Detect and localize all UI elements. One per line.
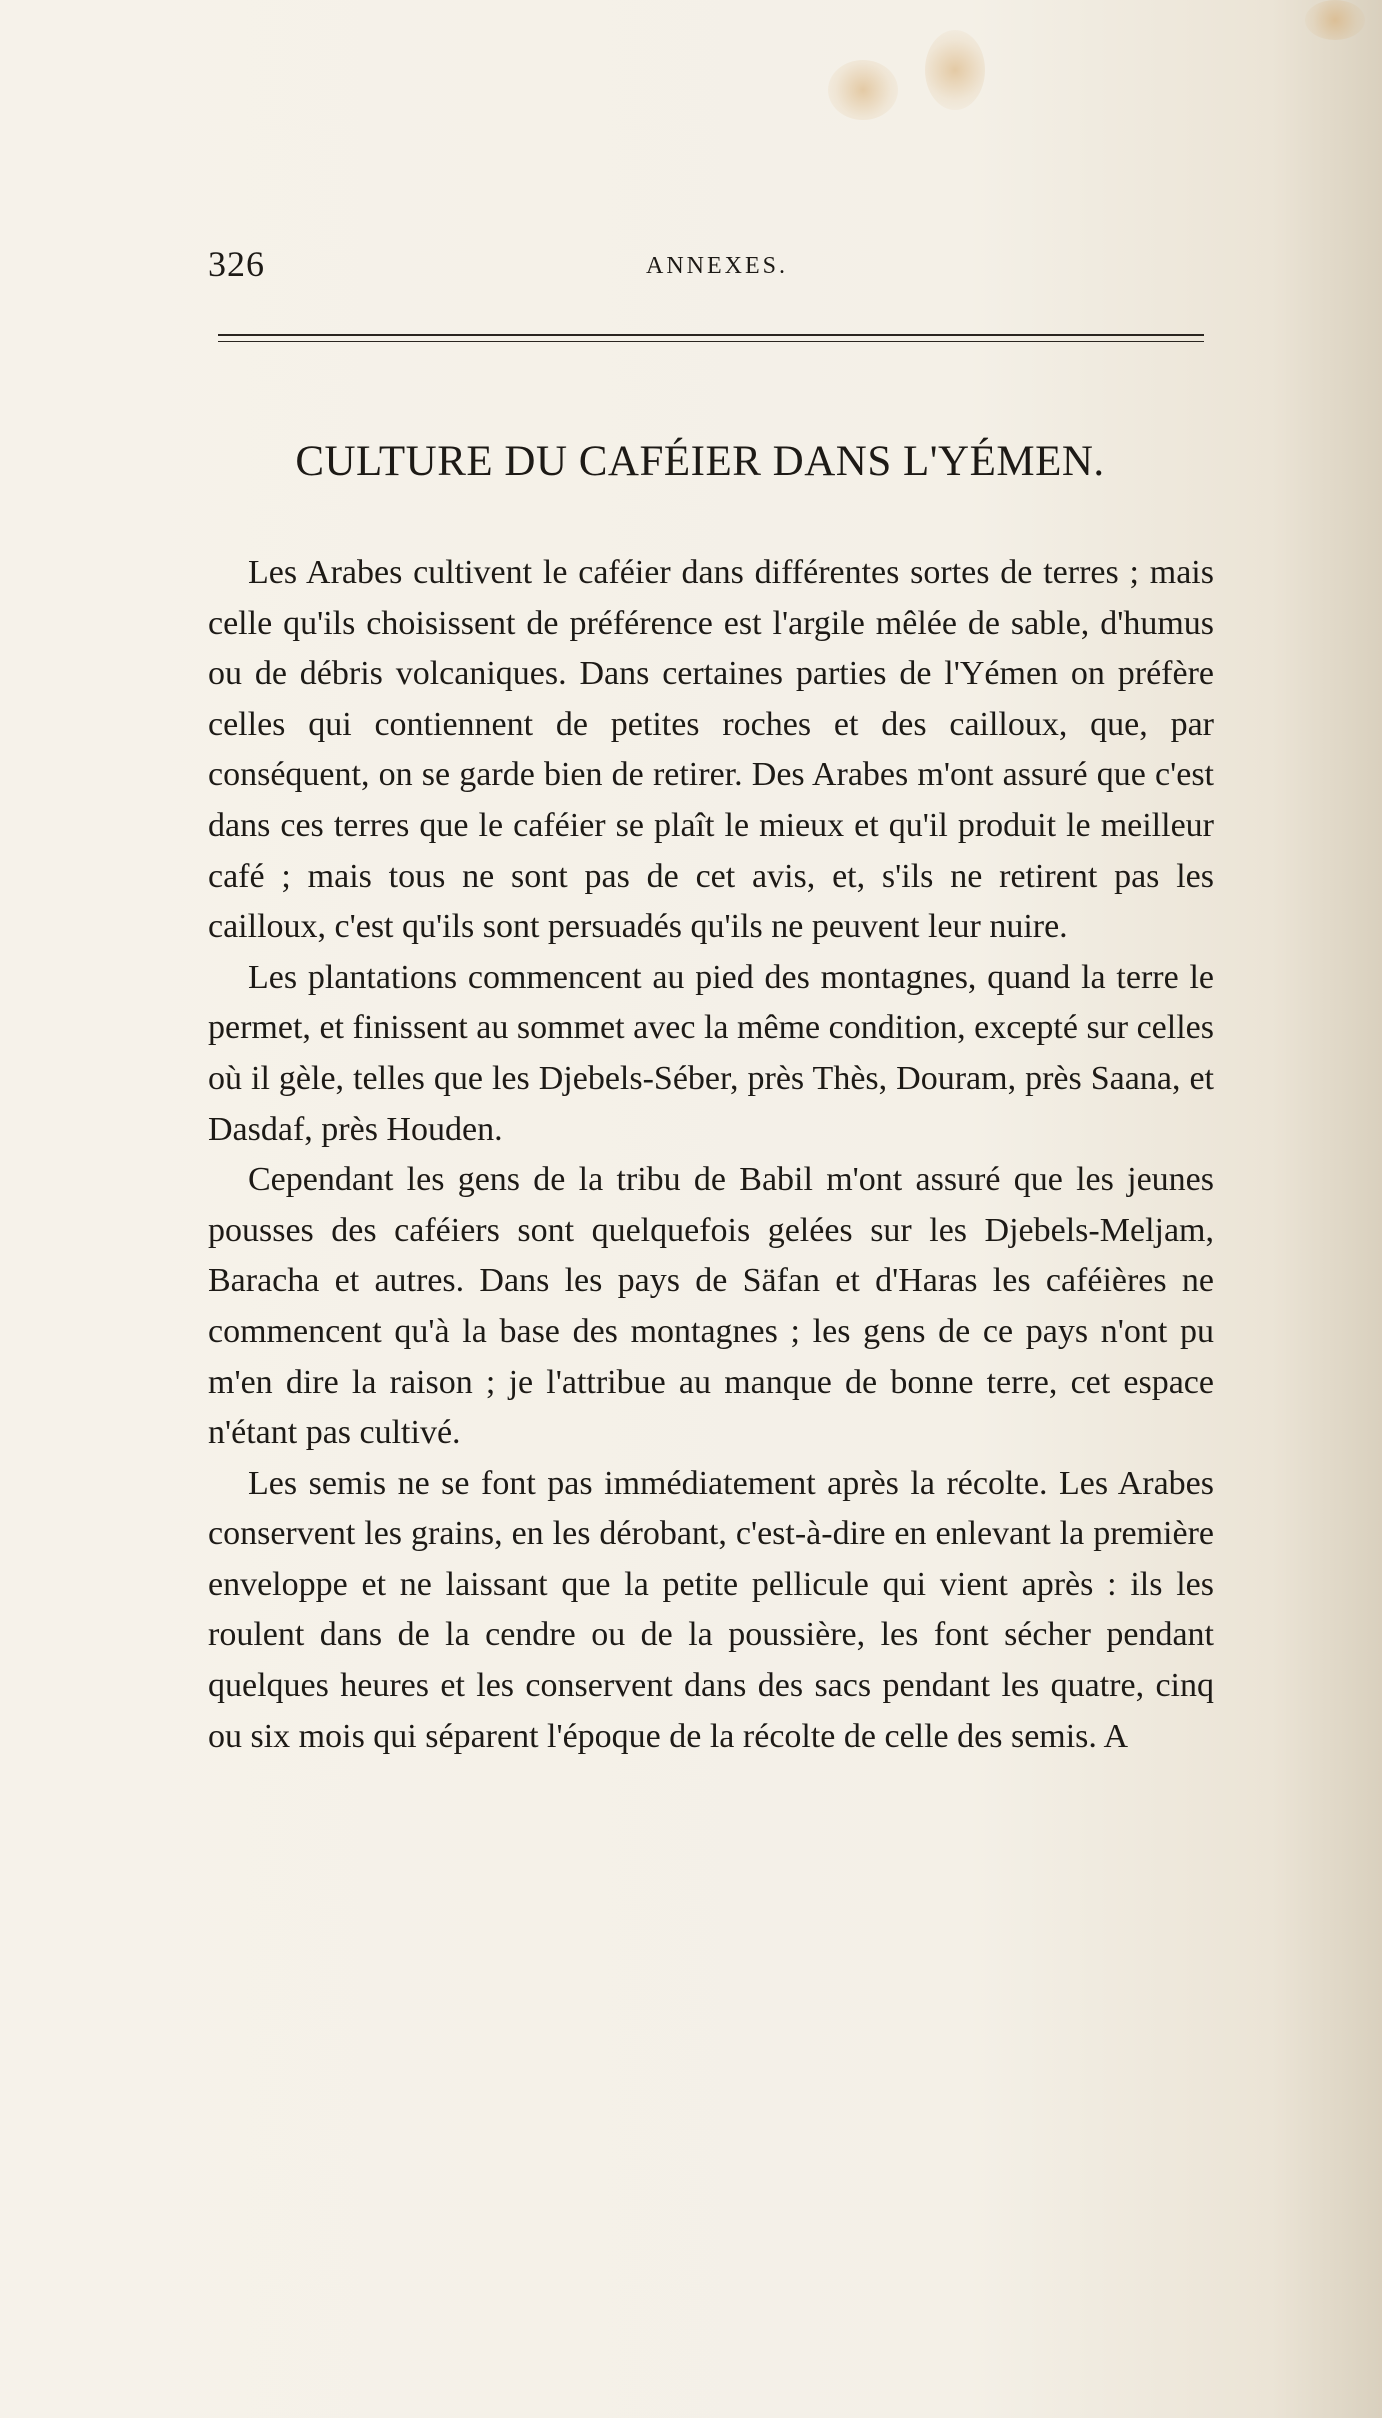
section-title: CULTURE DU CAFÉIER DANS L'YÉMEN. [295,438,1105,485]
paragraph: Les semis ne se font pas immédiatement après la récolte. Les Arabes conservent les grains, en les dérobant, c'est-à-dire en enlevant la première enveloppe et ne laissant que la petite pellicule qui vient après : ils les roulent dans de la cendre ou de la poussière, les font sécher pendant quelques heures et les conservent dans des sacs pendant les quatre, cinq ou six mois qui séparent l'époque de la récolte de celle des semis. A [208,1464,1214,1755]
foxing-stain [828,60,898,120]
running-head: ANNEXES. [646,253,788,279]
header-rule [218,341,1204,342]
page-header [208,243,1206,291]
paragraph: Cependant les gens de la tribu de Babil m'ont assuré que les jeunes pousses des caféiers sont quelquefois gelées sur les Djebels-Meljam, Baracha et autres. Dans les pays de Säfan et d'Haras les caféières ne commencent qu'à la base des montagnes ; les gens de ce pays n'ont pu m'en dire la raison ; je l'attribue au manque de bonne terre, cet espace n'étant pas cultivé. [208,1161,1214,1452]
foxing-stain [1305,0,1365,40]
header-rule [218,334,1204,336]
foxing-stain [925,30,985,110]
article-body [208,548,1214,1762]
page-number: 326 [208,244,265,284]
paragraph: Les plantations commencent au pied des montagnes, quand la terre le permet, et finissent au sommet avec la même condition, excepté sur celles où il gèle, telles que les Djebels-Séber, près Thès, Douram, près Saana, et Dasdaf, près Houden. [208,958,1214,1148]
paragraph: Les Arabes cultivent le caféier dans différentes sortes de terres ; mais celle qu'ils choisissent de préférence est l'argile mêlée de sable, d'humus ou de débris volcaniques. Dans certaines parties de l'Yémen on préfère celles qui contiennent de petites roches et des cailloux, que, par conséquent, on se garde bien de retirer. Des Arabes m'ont assuré que c'est dans ces terres que le caféier se plaît le mieux et qu'il produit le meilleur café ; mais tous ne sont pas de cet avis, et, s'ils ne retirent pas les cailloux, c'est qu'ils sont persuadés qu'ils ne peuvent leur nuire. [208,554,1214,946]
